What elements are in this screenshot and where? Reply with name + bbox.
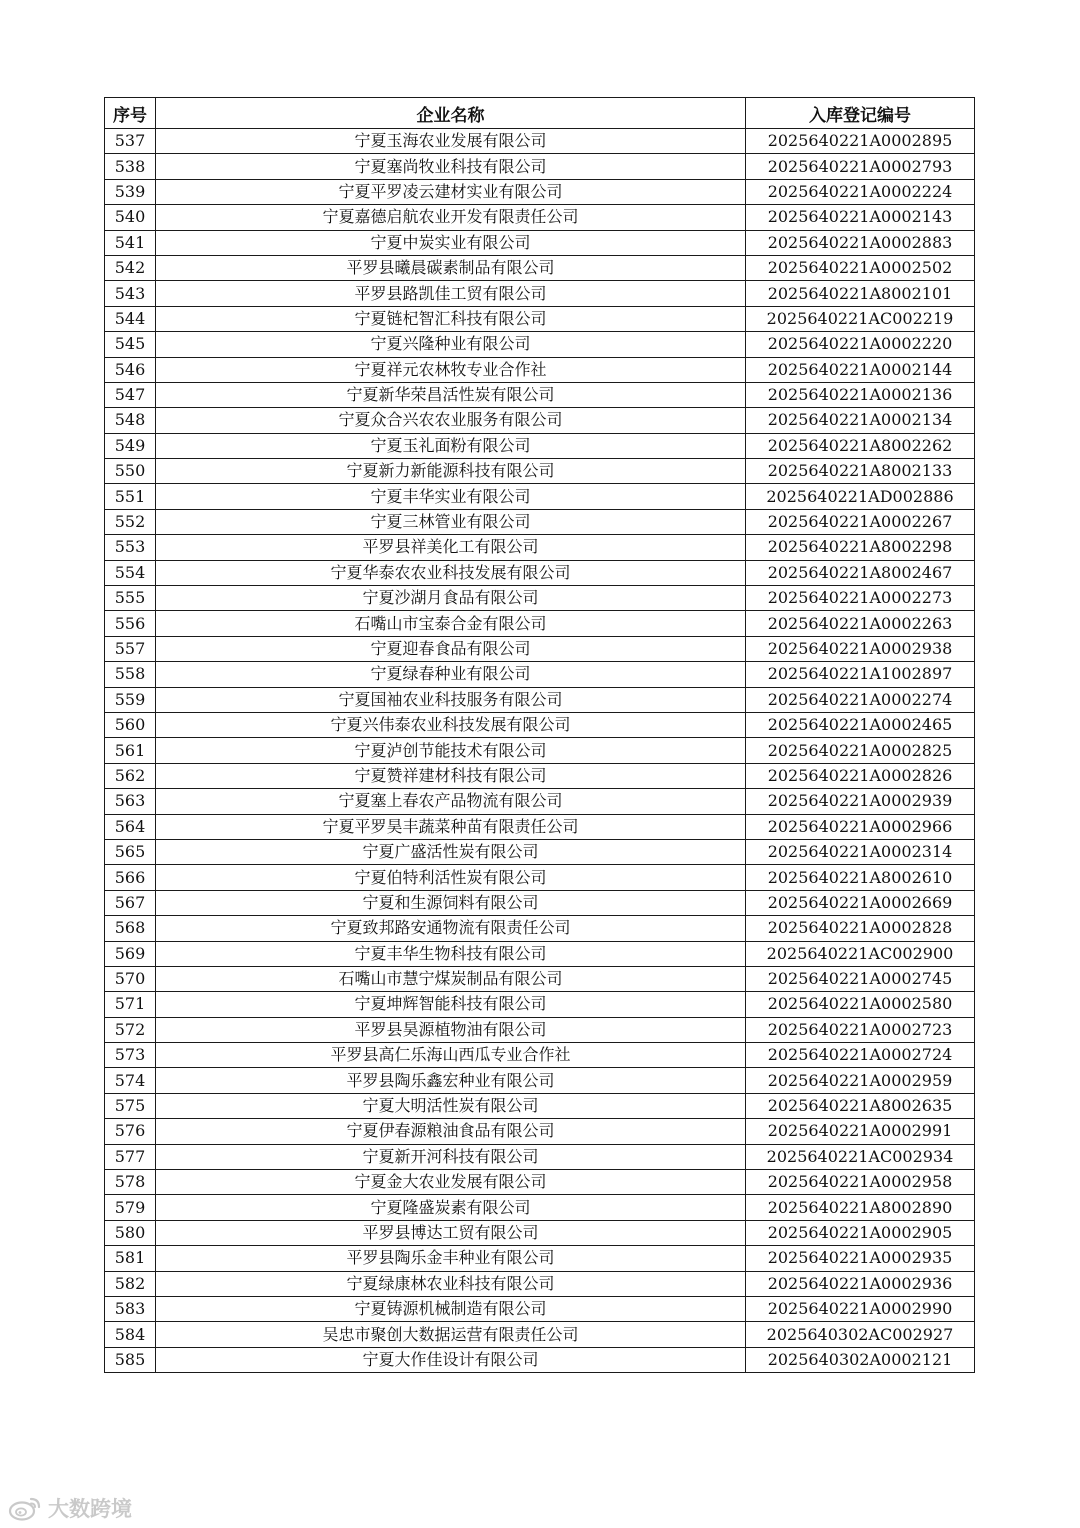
cell-serial-number: 573 — [105, 1043, 156, 1068]
table-row — [105, 839, 975, 864]
cell-serial-number: 559 — [105, 687, 156, 712]
cell-enterprise-name: 宁夏和生源饲料有限公司 — [156, 890, 746, 915]
cell-enterprise-name: 宁夏坤辉智能科技有限公司 — [156, 992, 746, 1017]
cell-serial-number: 585 — [105, 1347, 156, 1372]
cell-enterprise-name: 宁夏三林管业有限公司 — [156, 509, 746, 534]
table-row — [105, 382, 975, 407]
cell-serial-number: 539 — [105, 179, 156, 204]
cell-serial-number: 547 — [105, 382, 156, 407]
cell-serial-number: 540 — [105, 205, 156, 230]
cell-registration-number: 2025640221A0002939 — [746, 789, 975, 814]
table-row — [105, 1068, 975, 1093]
cell-enterprise-name: 宁夏玉礼面粉有限公司 — [156, 433, 746, 458]
cell-serial-number: 575 — [105, 1093, 156, 1118]
weibo-logo-icon — [8, 1494, 42, 1522]
table-row — [105, 484, 975, 509]
cell-registration-number: 2025640221A0002938 — [746, 636, 975, 661]
cell-serial-number: 567 — [105, 890, 156, 915]
cell-registration-number: 2025640221A0002826 — [746, 763, 975, 788]
cell-registration-number: 2025640221A0002936 — [746, 1271, 975, 1296]
cell-enterprise-name: 宁夏新华荣昌活性炭有限公司 — [156, 382, 746, 407]
table-row — [105, 129, 975, 154]
cell-registration-number: 2025640221A0002883 — [746, 230, 975, 255]
cell-enterprise-name: 宁夏平罗凌云建材实业有限公司 — [156, 179, 746, 204]
table-row — [105, 763, 975, 788]
cell-registration-number: 2025640221A8002133 — [746, 459, 975, 484]
cell-enterprise-name: 平罗县曦晨碳素制品有限公司 — [156, 255, 746, 280]
cell-registration-number: 2025640221A0002580 — [746, 992, 975, 1017]
cell-serial-number: 570 — [105, 966, 156, 991]
cell-enterprise-name: 平罗县陶乐鑫宏种业有限公司 — [156, 1068, 746, 1093]
table-row — [105, 230, 975, 255]
cell-enterprise-name: 宁夏平罗昊丰蔬菜种苗有限责任公司 — [156, 814, 746, 839]
cell-serial-number: 553 — [105, 535, 156, 560]
table-row — [105, 1170, 975, 1195]
cell-registration-number: 2025640221A0002828 — [746, 916, 975, 941]
cell-enterprise-name: 宁夏华泰农农业科技发展有限公司 — [156, 560, 746, 585]
cell-registration-number: 2025640221A0002895 — [746, 129, 975, 154]
cell-enterprise-name: 宁夏泸创节能技术有限公司 — [156, 738, 746, 763]
cell-serial-number: 550 — [105, 459, 156, 484]
table-row — [105, 154, 975, 179]
cell-registration-number: 2025640221A0002224 — [746, 179, 975, 204]
table-row — [105, 789, 975, 814]
watermark-text: 大数跨境 — [48, 1497, 132, 1521]
cell-registration-number: 2025640221A8002635 — [746, 1093, 975, 1118]
table-row — [105, 205, 975, 230]
cell-enterprise-name: 宁夏绿康林农业科技有限公司 — [156, 1271, 746, 1296]
cell-serial-number: 545 — [105, 332, 156, 357]
table-row — [105, 535, 975, 560]
cell-enterprise-name: 宁夏伯特利活性炭有限公司 — [156, 865, 746, 890]
cell-registration-number: 2025640221A0002669 — [746, 890, 975, 915]
cell-enterprise-name: 平罗县高仁乐海山西瓜专业合作社 — [156, 1043, 746, 1068]
cell-serial-number: 582 — [105, 1271, 156, 1296]
table-row — [105, 890, 975, 915]
table-row — [105, 1144, 975, 1169]
cell-enterprise-name: 宁夏国袖农业科技服务有限公司 — [156, 687, 746, 712]
table-row — [105, 1093, 975, 1118]
cell-serial-number: 568 — [105, 916, 156, 941]
cell-registration-number: 2025640221A1002897 — [746, 662, 975, 687]
cell-serial-number: 571 — [105, 992, 156, 1017]
table-row — [105, 1246, 975, 1271]
table-row — [105, 966, 975, 991]
cell-enterprise-name: 宁夏塞尚牧业科技有限公司 — [156, 154, 746, 179]
cell-serial-number: 546 — [105, 357, 156, 382]
cell-registration-number: 2025640221A8002298 — [746, 535, 975, 560]
cell-serial-number: 537 — [105, 129, 156, 154]
cell-serial-number: 563 — [105, 789, 156, 814]
cell-registration-number: 2025640221A0002958 — [746, 1170, 975, 1195]
cell-serial-number: 565 — [105, 839, 156, 864]
table-row — [105, 408, 975, 433]
cell-enterprise-name: 宁夏链杞智汇科技有限公司 — [156, 306, 746, 331]
table-row — [105, 1220, 975, 1245]
cell-registration-number: 2025640221A0002143 — [746, 205, 975, 230]
cell-serial-number: 566 — [105, 865, 156, 890]
cell-serial-number: 572 — [105, 1017, 156, 1042]
table-row — [105, 611, 975, 636]
table-row — [105, 255, 975, 280]
cell-registration-number: 2025640221A8002610 — [746, 865, 975, 890]
cell-serial-number: 569 — [105, 941, 156, 966]
cell-registration-number: 2025640221A8002262 — [746, 433, 975, 458]
cell-enterprise-name: 宁夏嘉德启航农业开发有限责任公司 — [156, 205, 746, 230]
cell-registration-number: 2025640221A0002220 — [746, 332, 975, 357]
table-row — [105, 306, 975, 331]
cell-enterprise-name: 石嘴山市宝泰合金有限公司 — [156, 611, 746, 636]
cell-serial-number: 564 — [105, 814, 156, 839]
cell-serial-number: 555 — [105, 586, 156, 611]
cell-serial-number: 562 — [105, 763, 156, 788]
table-row — [105, 357, 975, 382]
cell-enterprise-name: 宁夏铸源机械制造有限公司 — [156, 1296, 746, 1321]
watermark — [8, 1490, 132, 1526]
cell-registration-number: 2025640302AC002927 — [746, 1322, 975, 1347]
header-enterprise-name: 企业名称 — [156, 98, 746, 129]
cell-serial-number: 560 — [105, 712, 156, 737]
table-row — [105, 281, 975, 306]
cell-registration-number: 2025640221A0002959 — [746, 1068, 975, 1093]
cell-serial-number: 584 — [105, 1322, 156, 1347]
cell-registration-number: 2025640221A0002136 — [746, 382, 975, 407]
table-row — [105, 560, 975, 585]
cell-enterprise-name: 宁夏大明活性炭有限公司 — [156, 1093, 746, 1118]
cell-registration-number: 2025640221A0002263 — [746, 611, 975, 636]
cell-serial-number: 542 — [105, 255, 156, 280]
table-row — [105, 1043, 975, 1068]
cell-enterprise-name: 宁夏众合兴农农业服务有限公司 — [156, 408, 746, 433]
cell-enterprise-name: 宁夏祥元农林牧专业合作社 — [156, 357, 746, 382]
header-registration-number: 入库登记编号 — [746, 98, 975, 129]
cell-registration-number: 2025640221A0002134 — [746, 408, 975, 433]
cell-enterprise-name: 宁夏金大农业发展有限公司 — [156, 1170, 746, 1195]
cell-registration-number: 2025640221A0002793 — [746, 154, 975, 179]
cell-registration-number: 2025640221A0002935 — [746, 1246, 975, 1271]
cell-enterprise-name: 宁夏沙湖月食品有限公司 — [156, 586, 746, 611]
cell-enterprise-name: 石嘴山市慧宁煤炭制品有限公司 — [156, 966, 746, 991]
cell-serial-number: 557 — [105, 636, 156, 661]
header-serial-number: 序号 — [105, 98, 156, 129]
table-row — [105, 941, 975, 966]
cell-enterprise-name: 平罗县陶乐金丰种业有限公司 — [156, 1246, 746, 1271]
cell-serial-number: 549 — [105, 433, 156, 458]
cell-serial-number: 576 — [105, 1119, 156, 1144]
table-row — [105, 1119, 975, 1144]
cell-registration-number: 2025640221A0002267 — [746, 509, 975, 534]
table-row — [105, 992, 975, 1017]
table-row — [105, 1271, 975, 1296]
cell-enterprise-name: 宁夏赞祥建材科技有限公司 — [156, 763, 746, 788]
table-row — [105, 179, 975, 204]
cell-enterprise-name: 宁夏兴伟泰农业科技发展有限公司 — [156, 712, 746, 737]
cell-registration-number: 2025640221A0002144 — [746, 357, 975, 382]
cell-registration-number: 2025640302A0002121 — [746, 1347, 975, 1372]
cell-enterprise-name: 平罗县祥美化工有限公司 — [156, 535, 746, 560]
cell-registration-number: 2025640221A0002274 — [746, 687, 975, 712]
table-row — [105, 865, 975, 890]
table-header-row — [105, 98, 975, 129]
cell-serial-number: 574 — [105, 1068, 156, 1093]
cell-registration-number: 2025640221A8002467 — [746, 560, 975, 585]
cell-registration-number: 2025640221A0002314 — [746, 839, 975, 864]
cell-serial-number: 583 — [105, 1296, 156, 1321]
cell-serial-number: 538 — [105, 154, 156, 179]
table-row — [105, 332, 975, 357]
cell-serial-number: 561 — [105, 738, 156, 763]
table-row — [105, 1296, 975, 1321]
cell-serial-number: 556 — [105, 611, 156, 636]
cell-enterprise-name: 平罗县博达工贸有限公司 — [156, 1220, 746, 1245]
cell-enterprise-name: 吴忠市聚创大数据运营有限责任公司 — [156, 1322, 746, 1347]
cell-enterprise-name: 宁夏玉海农业发展有限公司 — [156, 129, 746, 154]
cell-registration-number: 2025640221A0002825 — [746, 738, 975, 763]
cell-enterprise-name: 宁夏丰华实业有限公司 — [156, 484, 746, 509]
cell-enterprise-name: 宁夏兴隆种业有限公司 — [156, 332, 746, 357]
cell-registration-number: 2025640221A0002724 — [746, 1043, 975, 1068]
table-row — [105, 1322, 975, 1347]
cell-registration-number: 2025640221A0002465 — [746, 712, 975, 737]
cell-serial-number: 543 — [105, 281, 156, 306]
enterprise-registry-table — [104, 97, 975, 1373]
cell-registration-number: 2025640221A0002990 — [746, 1296, 975, 1321]
table-body — [105, 129, 975, 1373]
cell-enterprise-name: 宁夏迎春食品有限公司 — [156, 636, 746, 661]
cell-registration-number: 2025640221A0002502 — [746, 255, 975, 280]
cell-enterprise-name: 宁夏绿春种业有限公司 — [156, 662, 746, 687]
cell-serial-number: 552 — [105, 509, 156, 534]
cell-serial-number: 577 — [105, 1144, 156, 1169]
table-row — [105, 687, 975, 712]
cell-enterprise-name: 平罗县昊源植物油有限公司 — [156, 1017, 746, 1042]
cell-enterprise-name: 宁夏塞上春农产品物流有限公司 — [156, 789, 746, 814]
table-row — [105, 916, 975, 941]
cell-serial-number: 581 — [105, 1246, 156, 1271]
cell-registration-number: 2025640221A0002273 — [746, 586, 975, 611]
cell-serial-number: 551 — [105, 484, 156, 509]
cell-serial-number: 548 — [105, 408, 156, 433]
cell-registration-number: 2025640221A0002723 — [746, 1017, 975, 1042]
cell-registration-number: 2025640221AC002900 — [746, 941, 975, 966]
cell-serial-number: 554 — [105, 560, 156, 585]
table-row — [105, 738, 975, 763]
table-row — [105, 636, 975, 661]
cell-serial-number: 580 — [105, 1220, 156, 1245]
cell-registration-number: 2025640221A8002101 — [746, 281, 975, 306]
cell-registration-number: 2025640221A0002991 — [746, 1119, 975, 1144]
cell-registration-number: 2025640221A0002966 — [746, 814, 975, 839]
cell-enterprise-name: 宁夏丰华生物科技有限公司 — [156, 941, 746, 966]
cell-registration-number: 2025640221AC002219 — [746, 306, 975, 331]
cell-enterprise-name: 宁夏广盛活性炭有限公司 — [156, 839, 746, 864]
cell-serial-number: 579 — [105, 1195, 156, 1220]
cell-enterprise-name: 宁夏中炭实业有限公司 — [156, 230, 746, 255]
table-row — [105, 814, 975, 839]
cell-registration-number: 2025640221AC002934 — [746, 1144, 975, 1169]
table-row — [105, 662, 975, 687]
cell-enterprise-name: 平罗县路凯佳工贸有限公司 — [156, 281, 746, 306]
table-row — [105, 1347, 975, 1372]
cell-serial-number: 544 — [105, 306, 156, 331]
cell-enterprise-name: 宁夏伊春源粮油食品有限公司 — [156, 1119, 746, 1144]
cell-enterprise-name: 宁夏致邦路安通物流有限责任公司 — [156, 916, 746, 941]
table-row — [105, 586, 975, 611]
cell-registration-number: 2025640221A8002890 — [746, 1195, 975, 1220]
cell-registration-number: 2025640221AD002886 — [746, 484, 975, 509]
table-row — [105, 459, 975, 484]
table-row — [105, 1195, 975, 1220]
cell-registration-number: 2025640221A0002745 — [746, 966, 975, 991]
cell-serial-number: 578 — [105, 1170, 156, 1195]
table-row — [105, 433, 975, 458]
cell-enterprise-name: 宁夏新开河科技有限公司 — [156, 1144, 746, 1169]
table-row — [105, 509, 975, 534]
cell-enterprise-name: 宁夏大作佳设计有限公司 — [156, 1347, 746, 1372]
cell-serial-number: 558 — [105, 662, 156, 687]
table-row — [105, 712, 975, 737]
cell-enterprise-name: 宁夏新力新能源科技有限公司 — [156, 459, 746, 484]
table-row — [105, 1017, 975, 1042]
cell-serial-number: 541 — [105, 230, 156, 255]
cell-enterprise-name: 宁夏隆盛炭素有限公司 — [156, 1195, 746, 1220]
cell-registration-number: 2025640221A0002905 — [746, 1220, 975, 1245]
